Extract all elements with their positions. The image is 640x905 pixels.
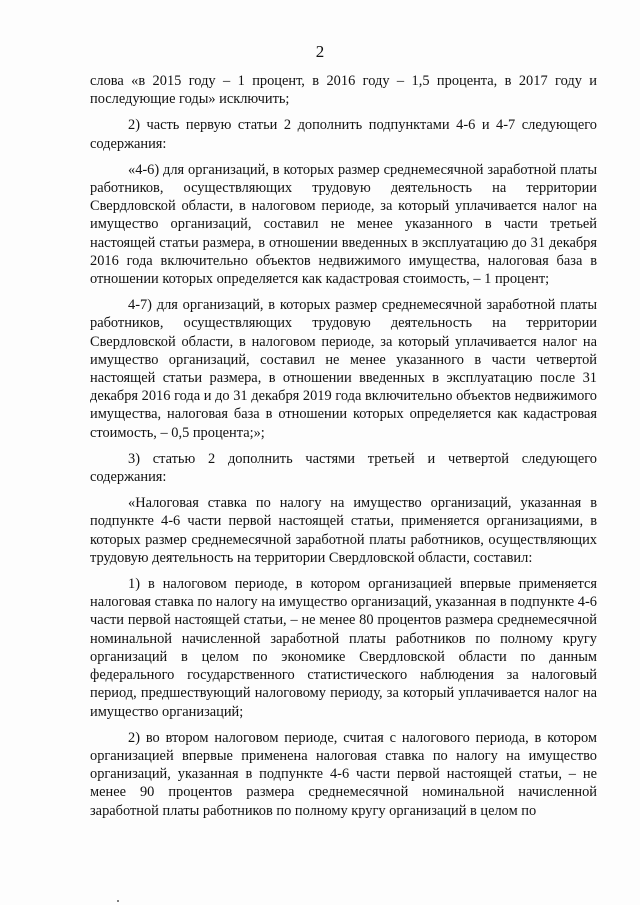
document-body [90,72,597,828]
paragraph-condition-1: 1) в налоговом периоде, в котором организацией впервые применяется налоговая ставка по налогу на имущество организаций, указанная в подпункте 4-6 части первой настоящей статьи, – не менее 80 процентов размера среднемесячной номинальной начисленной заработной платы работников по полному кругу организаций в целом по экономике Свердловской области по данным федерального государственного статистического наблюдения за налоговый период, предшествующий налоговому периоду, за который уплачивается налог на имущество организаций; [90,576,597,720]
paragraph-item-2: 2) часть первую статьи 2 дополнить подпунктами 4-6 и 4-7 следующего содержания: [90,117,597,152]
paragraph-tax-rate-intro: «Налоговая ставка по налогу на имущество организаций, указанная в подпункте 4-6 части первой настоящей статьи, применяется организациями, в которых размер среднемесячной заработной платы работников, осуществляющих трудовую деятельность на территории Свердловской области, составил: [90,495,597,566]
page-number: 2 [315,42,325,61]
paragraph-item-3: 3) статью 2 дополнить частями третьей и четвертой следующего содержания: [90,450,597,486]
paragraph-condition-2: 2) во втором налоговом периоде, считая с налогового периода, в котором организацией впервые применена налоговая ставка по налогу на имущество организаций, указанная в подпункте 4-6 части первой настоящей статьи, – не менее 90 процентов размера среднемесячной номинальной начисленной заработной платы работников по полному кругу организаций в целом по [90,729,597,819]
paragraph-continuation: слова «в 2015 году – 1 процент, в 2016 году – 1,5 процента, в 2017 году и последующие годы» исключить; [90,73,597,108]
scan-speck [117,900,119,902]
paragraph-subitem-4-6: «4-6) для организаций, в которых размер среднемесячной заработной платы работников, осуществляющих трудовую деятельность на территории Свердловской области, в налоговом периоде, за который уплачивается налог на имущество организаций, составил не менее указанного в части третьей настоящей статьи размера, в отношении введенных в эксплуатацию до 31 декабря 2016 года включительно объектов недвижимого имущества, налоговая база в отношении которых определяется как кадастровая стоимость, – 1 процент; [90,161,597,288]
paragraph-subitem-4-7: 4-7) для организаций, в которых размер среднемесячной заработной платы работников, осуществляющих трудовую деятельность на территории Свердловской области, в налоговом периоде, за который уплачивается налог на имущество организаций, составил не менее указанного в части четвертой настоящей статьи размера, в отношении введенных в эксплуатацию после 31 декабря 2016 года и до 31 декабря 2019 года включительно объектов недвижимого имущества, налоговая база в отношении которых определяется как кадастровая стоимость, – 0,5 процента;»; [90,297,597,441]
